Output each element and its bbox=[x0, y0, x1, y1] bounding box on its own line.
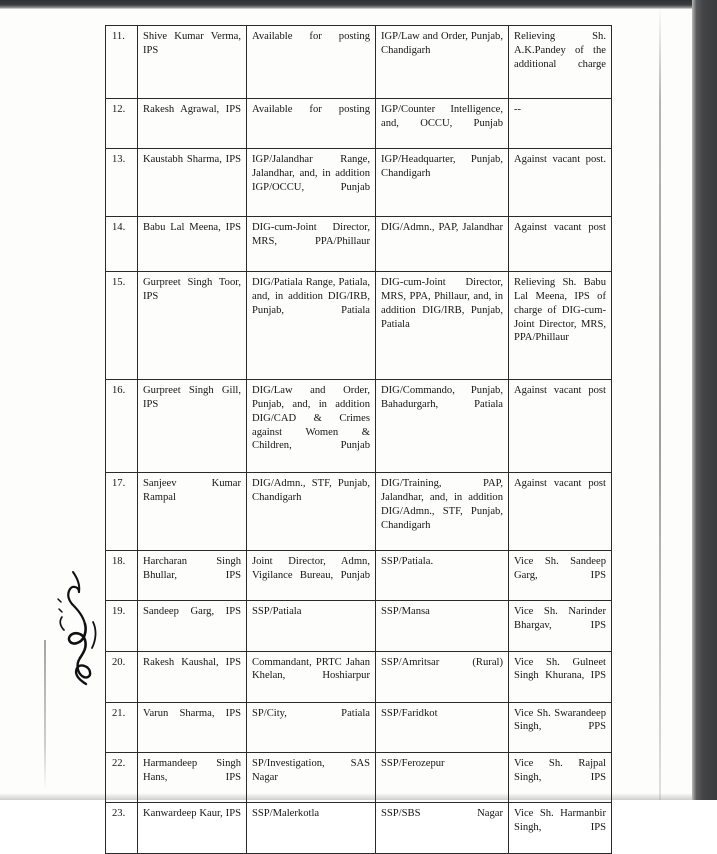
cell-posted-as: IGP/Headquarter, Punjab, Chandigarh bbox=[376, 149, 509, 217]
cell-remarks: Against vacant post. bbox=[509, 149, 612, 217]
cell-present-posting: SSP/Patiala bbox=[247, 601, 376, 651]
cell-posted-as: SSP/Patiala. bbox=[376, 551, 509, 601]
cell-officer-name: Harmandeep Singh Hans, IPS bbox=[138, 753, 247, 803]
cell-present-posting: SP/City, Patiala bbox=[247, 702, 376, 752]
cell-remarks: Relieving Sh. Babu Lal Meena, IPS of charge of DIG-cum-Joint Director, MRS, PPA/Phillaur bbox=[509, 272, 612, 380]
cell-posted-as: SSP/Mansa bbox=[376, 601, 509, 651]
cell-present-posting: Available for posting bbox=[247, 99, 376, 149]
table-row bbox=[106, 601, 612, 651]
cell-remarks: Vice Sh. Gulneet Singh Khurana, IPS bbox=[509, 651, 612, 702]
cell-officer-name: Kaustabh Sharma, IPS bbox=[138, 149, 247, 217]
cell-posted-as: IGP/Law and Order, Punjab, Chandigarh bbox=[376, 26, 509, 99]
cell-remarks: Against vacant post bbox=[509, 380, 612, 473]
cell-officer-name: Babu Lal Meena, IPS bbox=[138, 217, 247, 272]
cell-posted-as: SSP/Faridkot bbox=[376, 702, 509, 752]
table-row bbox=[106, 473, 612, 551]
cell-officer-name: Varun Sharma, IPS bbox=[138, 702, 247, 752]
scan-edge-right bbox=[692, 0, 717, 800]
cell-serial-number: 17. bbox=[106, 473, 138, 551]
cell-officer-name: Gurpreet Singh Toor, IPS bbox=[138, 272, 247, 380]
cell-present-posting: IGP/Jalandhar Range, Jalandhar, and, in addition IGP/OCCU, Punjab bbox=[247, 149, 376, 217]
cell-officer-name: Shive Kumar Verma, IPS bbox=[138, 26, 247, 99]
table-body bbox=[106, 26, 612, 854]
cell-serial-number: 14. bbox=[106, 217, 138, 272]
table-row bbox=[106, 380, 612, 473]
cell-remarks: Vice Sh. Swarandeep Singh, PPS bbox=[509, 702, 612, 752]
table-row bbox=[106, 803, 612, 853]
cell-present-posting: Commandant, PRTC Jahan Khelan, Hoshiarpur bbox=[247, 651, 376, 702]
cell-remarks: Vice Sh. Harmanbir Singh, IPS bbox=[509, 803, 612, 853]
cell-serial-number: 20. bbox=[106, 651, 138, 702]
cell-officer-name: Rakesh Kaushal, IPS bbox=[138, 651, 247, 702]
cell-officer-name: Kanwardeep Kaur, IPS bbox=[138, 803, 247, 853]
cell-posted-as: IGP/Counter Intelligence, and, OCCU, Punjab bbox=[376, 99, 509, 149]
cell-officer-name: Sandeep Garg, IPS bbox=[138, 601, 247, 651]
cell-serial-number: 23. bbox=[106, 803, 138, 853]
cell-remarks: Relieving Sh. A.K.Pandey of the additional charge bbox=[509, 26, 612, 99]
cell-remarks: Against vacant post bbox=[509, 217, 612, 272]
table-row bbox=[106, 702, 612, 752]
cell-present-posting: DIG/Law and Order, Punjab, and, in addition DIG/CAD & Crimes against Women & Children, Punjab bbox=[247, 380, 376, 473]
cell-remarks: -- bbox=[509, 99, 612, 149]
table-row bbox=[106, 753, 612, 803]
cell-serial-number: 19. bbox=[106, 601, 138, 651]
table-row bbox=[106, 217, 612, 272]
cell-posted-as: SSP/SBS Nagar bbox=[376, 803, 509, 853]
cell-remarks: Vice Sh. Rajpal Singh, IPS bbox=[509, 753, 612, 803]
table-row bbox=[106, 651, 612, 702]
table-row bbox=[106, 551, 612, 601]
cell-posted-as: DIG/Commando, Punjab, Bahadurgarh, Patiala bbox=[376, 380, 509, 473]
page-crease-line bbox=[44, 640, 46, 790]
cell-present-posting: Joint Director, Admn, Vigilance Bureau, Punjab bbox=[247, 551, 376, 601]
page-fold-line bbox=[659, 6, 661, 800]
table-row bbox=[106, 272, 612, 380]
cell-present-posting: Available for posting bbox=[247, 26, 376, 99]
cell-remarks: Vice Sh. Sandeep Garg, IPS bbox=[509, 551, 612, 601]
cell-serial-number: 18. bbox=[106, 551, 138, 601]
cell-posted-as: DIG-cum-Joint Director, MRS, PPA, Phillaur, and, in addition DIG/IRB, Punjab, Patiala bbox=[376, 272, 509, 380]
cell-serial-number: 15. bbox=[106, 272, 138, 380]
table-row bbox=[106, 149, 612, 217]
cell-present-posting: DIG-cum-Joint Director, MRS, PPA/Phillaur bbox=[247, 217, 376, 272]
cell-present-posting: SP/Investigation, SAS Nagar bbox=[247, 753, 376, 803]
cell-posted-as: SSP/Ferozepur bbox=[376, 753, 509, 803]
cell-remarks: Against vacant post bbox=[509, 473, 612, 551]
cell-remarks: Vice Sh. Narinder Bhargav, IPS bbox=[509, 601, 612, 651]
cell-serial-number: 22. bbox=[106, 753, 138, 803]
handwritten-signature bbox=[56, 568, 102, 688]
cell-serial-number: 21. bbox=[106, 702, 138, 752]
officer-posting-table bbox=[105, 25, 612, 854]
scan-edge-top bbox=[0, 0, 717, 9]
table-row bbox=[106, 99, 612, 149]
cell-posted-as: DIG/Admn., PAP, Jalandhar bbox=[376, 217, 509, 272]
table-row bbox=[106, 26, 612, 99]
cell-posted-as: SSP/Amritsar (Rural) bbox=[376, 651, 509, 702]
cell-officer-name: Sanjeev Kumar Rampal bbox=[138, 473, 247, 551]
cell-posted-as: DIG/Training, PAP, Jalandhar, and, in addition DIG/Admn., STF, Punjab, Chandigarh bbox=[376, 473, 509, 551]
cell-present-posting: DIG/Admn., STF, Punjab, Chandigarh bbox=[247, 473, 376, 551]
cell-serial-number: 11. bbox=[106, 26, 138, 99]
cell-serial-number: 16. bbox=[106, 380, 138, 473]
cell-serial-number: 13. bbox=[106, 149, 138, 217]
cell-officer-name: Rakesh Agrawal, IPS bbox=[138, 99, 247, 149]
cell-officer-name: Gurpreet Singh Gill, IPS bbox=[138, 380, 247, 473]
cell-present-posting: DIG/Patiala Range, Patiala, and, in addition DIG/IRB, Punjab, Patiala bbox=[247, 272, 376, 380]
cell-serial-number: 12. bbox=[106, 99, 138, 149]
cell-officer-name: Harcharan Singh Bhullar, IPS bbox=[138, 551, 247, 601]
cell-present-posting: SSP/Malerkotla bbox=[247, 803, 376, 853]
